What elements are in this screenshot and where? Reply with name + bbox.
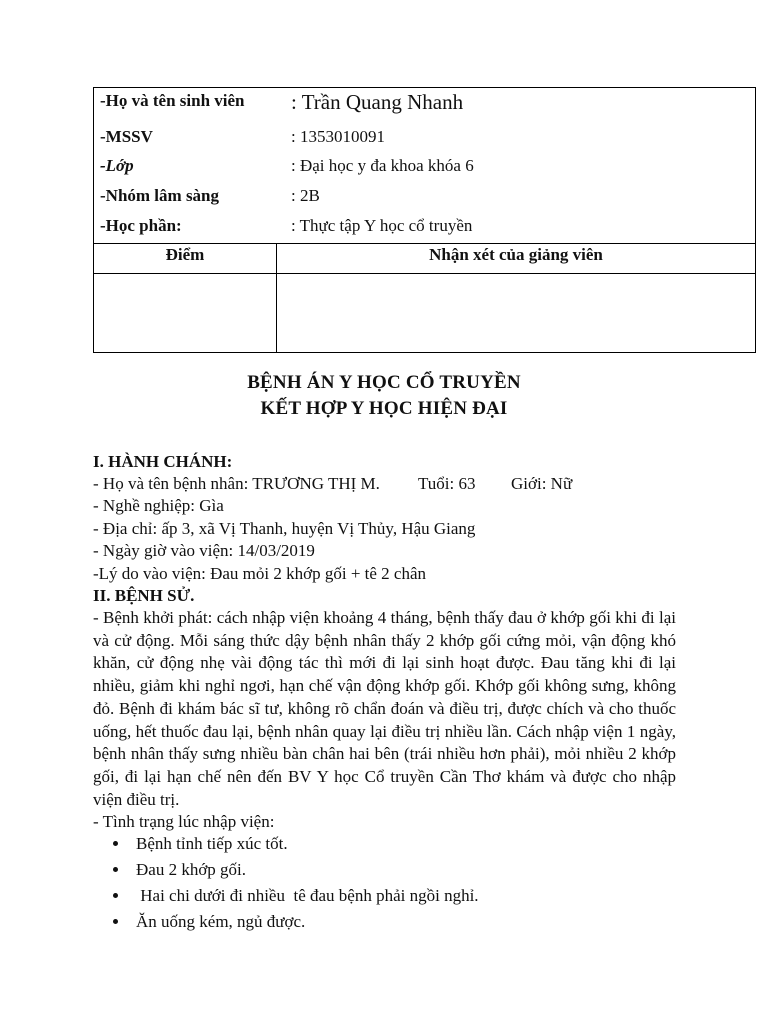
- patient-occupation: - Nghề nghiệp: Gìa: [93, 496, 224, 515]
- admission-reason: -Lý do vào viện: Đau mỏi 2 khớp gối + tê 2 chân: [93, 564, 427, 583]
- class-value: : Đại học y đa khoa khóa 6: [291, 156, 474, 175]
- list-item-text: Bệnh tỉnh tiếp xúc tốt.: [136, 834, 288, 853]
- student-name-value: : Trần Quang Nhanh: [291, 90, 464, 114]
- comment-cell: [277, 274, 755, 352]
- list-item: [93, 911, 306, 937]
- patient-gender: Giới: Nữ: [511, 474, 573, 493]
- list-item-text: Đau 2 khớp gối.: [136, 860, 247, 879]
- section2-heading: II. BỆNH SỬ.: [93, 586, 195, 605]
- bullet-icon: [113, 893, 118, 898]
- list-item: [93, 833, 288, 859]
- list-item: [93, 859, 247, 885]
- group-value: : 2B: [291, 186, 320, 205]
- patient-name: - Họ và tên bệnh nhân: TRƯƠNG THỊ M.: [93, 474, 380, 493]
- bullet-icon: [113, 867, 118, 872]
- student-name-label: -Họ và tên sinh viên: [100, 91, 245, 110]
- section1-heading: I. HÀNH CHÁNH:: [93, 452, 233, 471]
- module-value: : Thực tập Y học cổ truyền: [291, 216, 473, 235]
- list-item: [93, 885, 479, 911]
- admission-status-label: - Tình trạng lúc nhập viện:: [93, 812, 275, 831]
- group-label: -Nhóm lâm sàng: [100, 186, 220, 205]
- admission-status-list: [93, 833, 479, 937]
- patient-age: Tuổi: 63: [418, 474, 476, 493]
- module-label: -Học phần:: [100, 216, 182, 235]
- table-divider-top: [94, 243, 755, 244]
- list-item-text: Hai chi dưới đi nhiều tê đau bệnh phải ngồi nghỉ.: [136, 886, 479, 905]
- history-paragraph: - Bệnh khởi phát: cách nhập viện khoảng 4 tháng, bệnh thấy đau ở khớp gối khi đi lại và cử động. Mỗi sáng thức dậy bệnh nhân thấy 2 khớp gối cứng mỏi, vận động khó khăn, cử động nhẹ vài động tác thì mới đi lại sinh hoạt được. Đau tăng khi đi lại nhiều, giảm khi nghỉ ngơi, hạn chế vận động khớp gối. Khớp gối không sưng, không đỏ. Bệnh đi khám bác sĩ tư, không rõ chẩn đoán và điều trị, được chích và cho thuốc uống, hết thuốc đau lại, bệnh nhân quay lại điều trị nhiều lần. Cách nhập viện 1 ngày, bệnh nhân thấy sưng nhiều bàn chân hai bên (trái nhiều hơn phải), mỏi nhiều 2 khớp gối, đi lại hạn chế nên đến BV Y học Cổ truyền Cần Thơ khám và được cho nhập viện điều trị.: [93, 608, 676, 809]
- document-title-line2: KẾT HỢP Y HỌC HIỆN ĐẠI: [260, 398, 508, 419]
- score-header: Điểm: [165, 245, 205, 264]
- bullet-icon: [113, 919, 118, 924]
- mssv-value: : 1353010091: [291, 127, 385, 146]
- admission-time: - Ngày giờ vào viện: 14/03/2019: [93, 541, 315, 560]
- bullet-icon: [113, 841, 118, 846]
- student-info-table: [93, 87, 756, 353]
- document-title-line1: BỆNH ÁN Y HỌC CỔ TRUYỀN: [247, 372, 521, 393]
- comment-header: Nhận xét của giảng viên: [429, 245, 603, 264]
- score-cell: [94, 274, 276, 352]
- list-item-text: Ăn uống kém, ngủ được.: [136, 912, 306, 931]
- mssv-label: -MSSV: [100, 127, 153, 146]
- patient-address: - Địa chỉ: ấp 3, xã Vị Thanh, huyện Vị Thủy, Hậu Giang: [93, 519, 476, 538]
- class-label: -Lớp: [100, 156, 134, 175]
